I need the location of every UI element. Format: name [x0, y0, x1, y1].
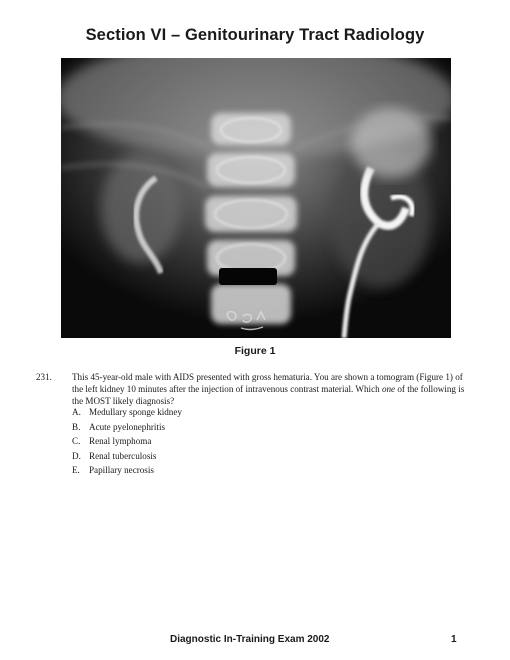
footer-title: Diagnostic In-Training Exam 2002 — [170, 634, 330, 645]
question-number: 231. — [36, 372, 52, 382]
question-text-part1: This 45-year-old male with AIDS presented with gross hematuria. You are shown a tomogram (Figure 1) of the left kidney 10 minutes after the injection of intravenous contrast material. Which — [72, 372, 463, 395]
option-letter: C. — [72, 436, 81, 447]
option-letter: B. — [72, 421, 81, 432]
xray-figure — [61, 58, 451, 338]
tomogram-image — [61, 58, 451, 338]
option-c — [72, 436, 452, 451]
option-text: Renal tuberculosis — [89, 450, 157, 461]
option-text: Renal lymphoma — [89, 436, 152, 447]
option-text: Acute pyelonephritis — [89, 421, 166, 432]
option-a — [72, 407, 452, 422]
question-text-emphasis: one — [381, 384, 396, 395]
option-text: Medullary sponge kidney — [89, 407, 182, 417]
option-letter: E. — [72, 465, 80, 476]
question-text — [72, 371, 476, 408]
option-text: Papillary necrosis — [89, 465, 154, 476]
option-letter: A. — [72, 407, 81, 417]
option-d — [72, 451, 452, 466]
answer-options — [72, 407, 452, 480]
figure-caption: Figure 1 — [234, 345, 276, 357]
option-letter: D. — [72, 450, 81, 461]
page-number: 1 — [451, 634, 457, 645]
option-b — [72, 422, 452, 437]
question-text-part2: of the following is the MOST likely diagnosis? — [72, 384, 465, 407]
page-title: Section VI – Genitourinary Tract Radiology — [85, 26, 425, 44]
option-e — [72, 465, 452, 480]
